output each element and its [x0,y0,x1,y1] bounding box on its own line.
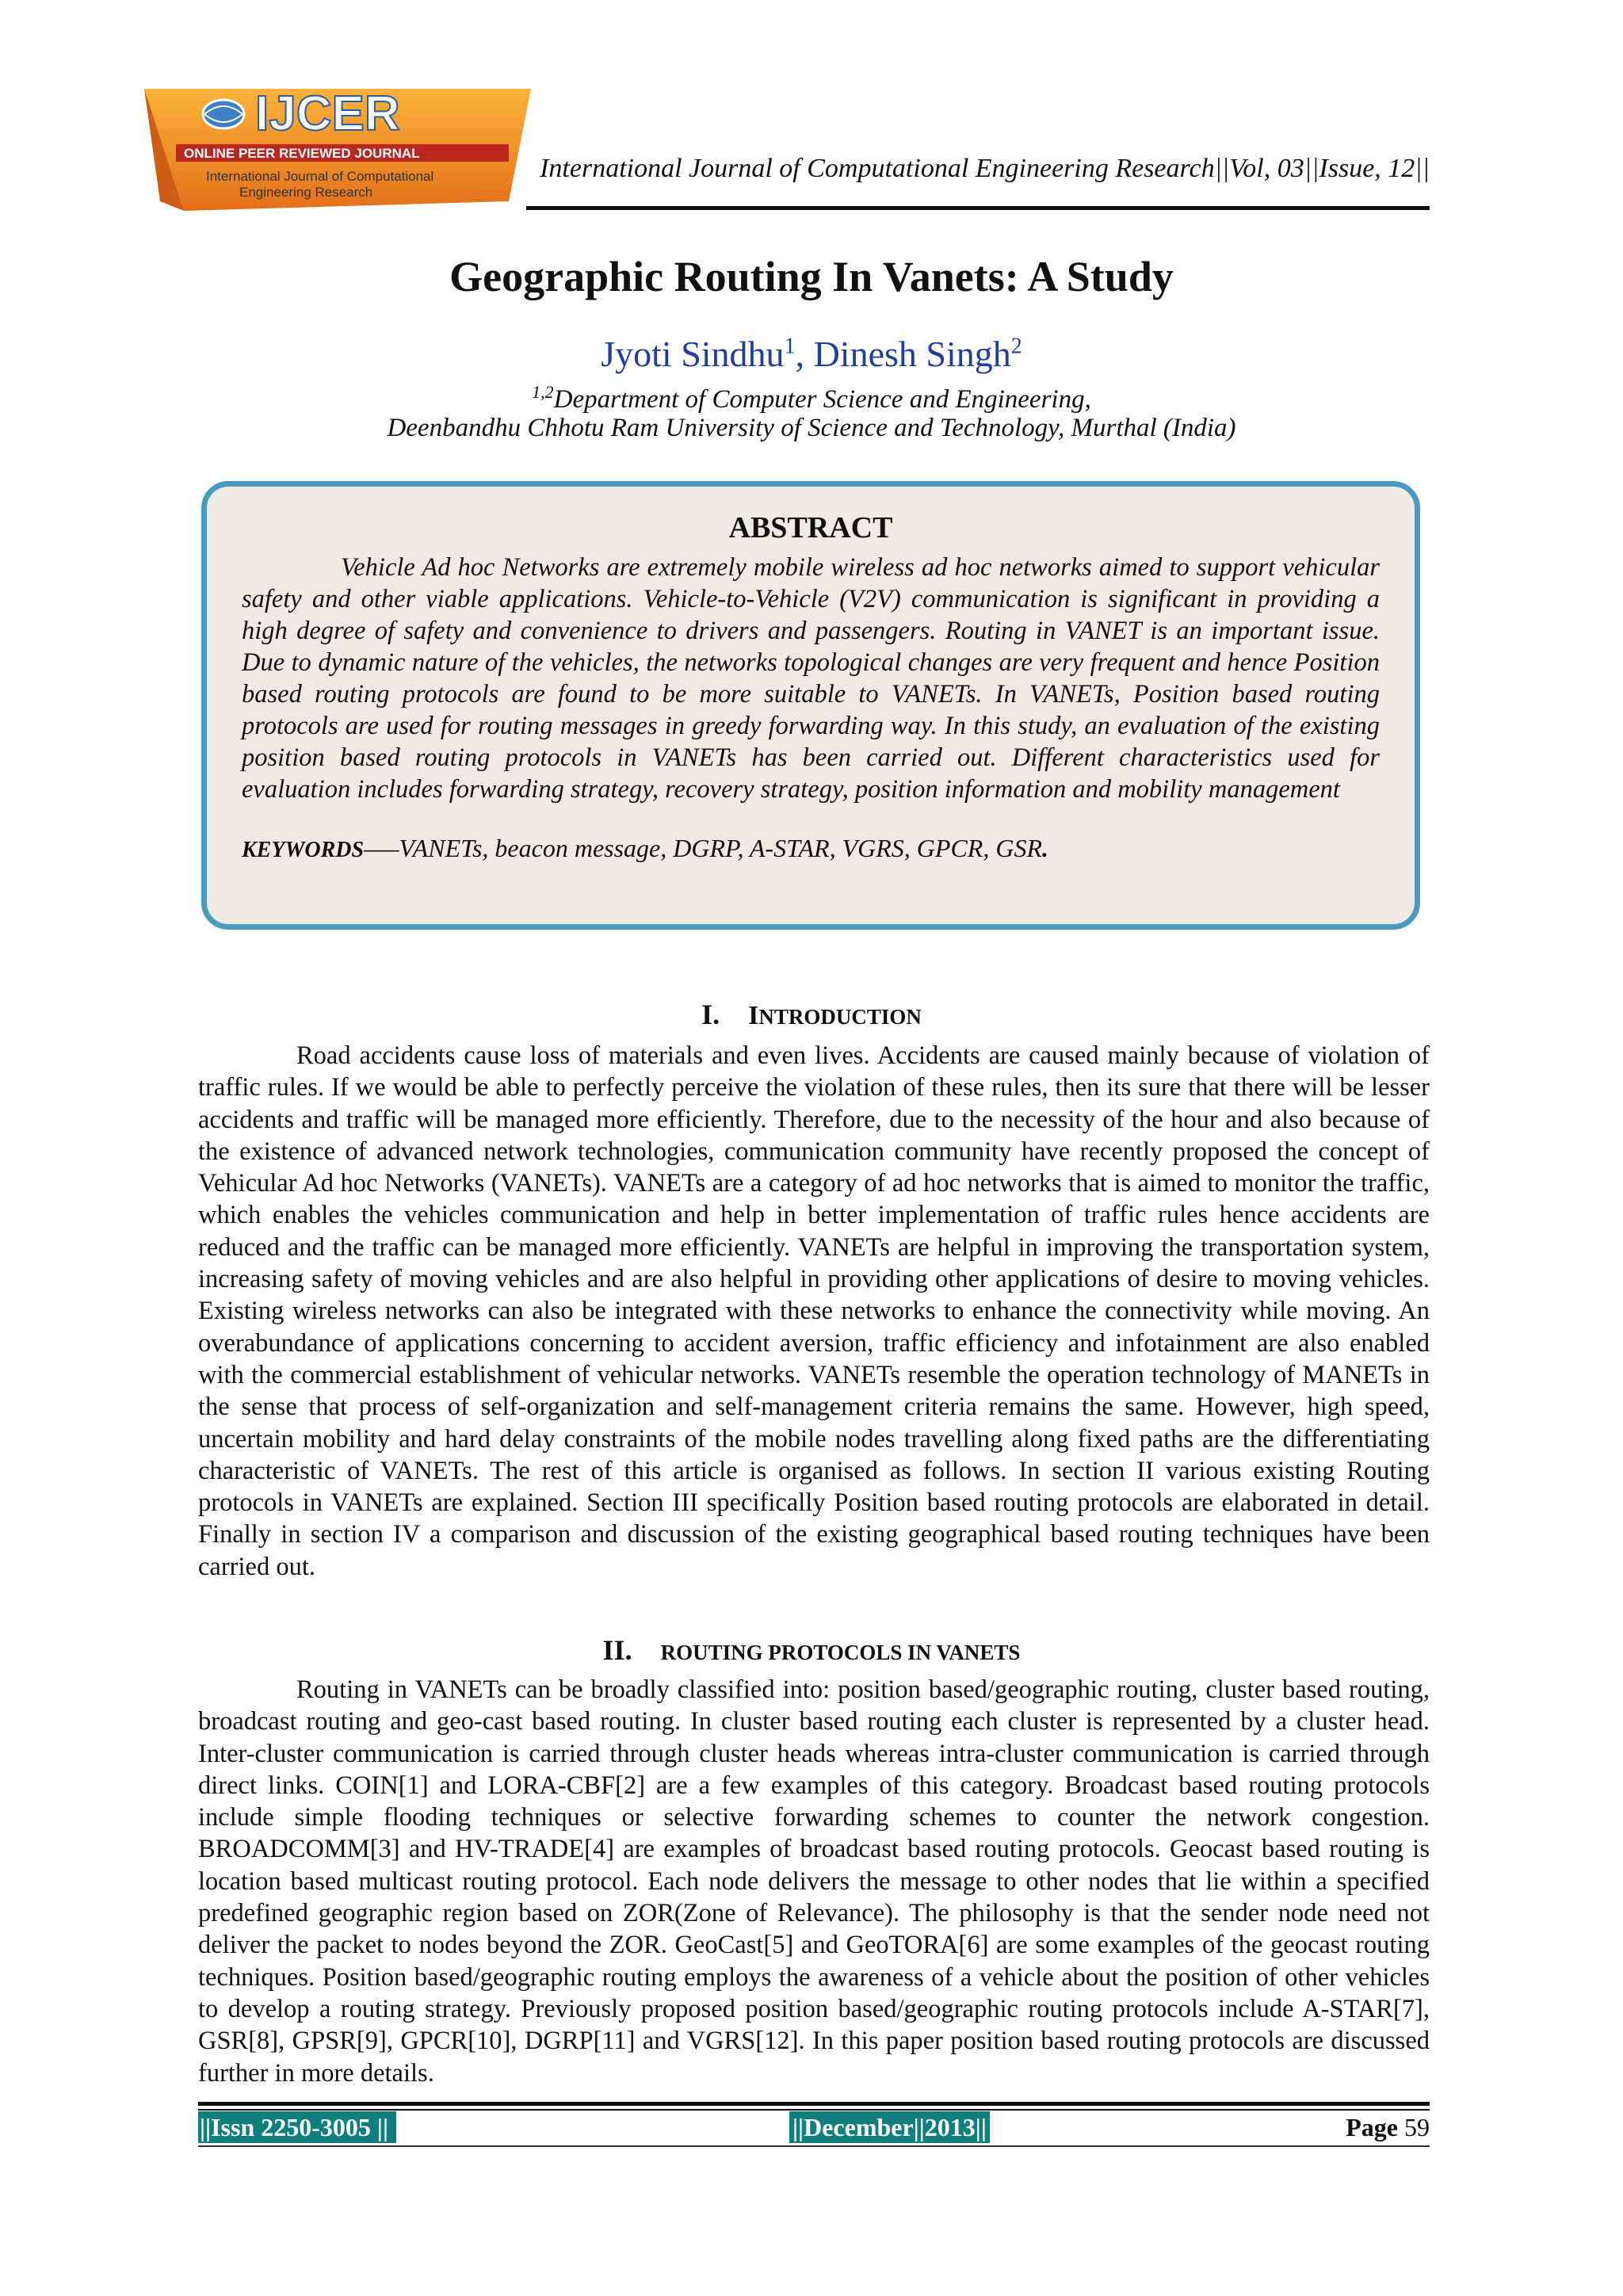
page-label: Page [1346,2113,1398,2141]
author-1-sup: 1 [784,334,796,359]
section-2-title: ROUTING PROTOCOLS IN VANETS [660,1641,1021,1664]
section-2-number: II. [602,1634,632,1666]
logo-brand: IJCER [255,86,400,141]
keywords [242,834,1380,863]
page-number: 59 [1404,2113,1430,2141]
keywords-dash: —– [364,834,399,862]
author-2: Dinesh Singh [813,334,1011,374]
affiliation-dept: Department of Computer Science and Engineering, [553,385,1091,414]
author-1: Jyoti Sindhu [601,334,785,374]
section-1-title-first: I [748,1001,759,1030]
keywords-end: . [1041,834,1048,862]
footer-underline [198,2145,1430,2147]
affiliation-line-2: Deenbandhu Chhotu Ram University of Science and Technology, Murthal (India) [387,414,1236,442]
section-2-body: Routing in VANETs can be broadly classified into: position based/geographic routing, cluster based routing, broadcast routing and geo-cast based routing. In cluster based routing each cluster is represented by a cluster head. Inter-cluster communication is carried through cluster heads whereas intra-cluster communication is carried through direct links. COIN[1] and LORA-CBF[2] are a few examples of this category. Broadcast based routing protocols include simple flooding techniques or selective forwarding schemes to counter the network congestion. BROADCOMM[3] and HV-TRADE[4] are examples of broadcast based routing protocols. Geocast based routing is location based multicast routing protocol. Each node delivers the message to other nodes that lie within a specified predefined geographic region based on ZOR(Zone of Relevance). The philosophy is that the sender node need not deliver the packet to nodes beyond the ZOR. GeoCast[5] and GeoTORA[6] are some examples of the geocast routing techniques. Position based/geographic routing employs the awareness of a vehicle about the position of other vehicles to develop a routing strategy. Previously proposed position based/geographic routing protocols include A-STAR[7], GSR[8], GPSR[9], GPCR[10], DGRP[11] and VGRS[12]. In this paper position based routing protocols are discussed further in more details. [198,1675,1430,2088]
abstract-box [201,481,1420,930]
ijcer-logo-graphic [136,82,533,217]
section-2-heading [0,1633,1623,1667]
affiliation-sup: 1,2 [532,382,554,402]
logo-line1: International Journal of Computational [206,169,434,184]
affiliation-line-1 [0,382,1623,415]
keywords-text: VANETs, beacon message, DGRP, A-STAR, VGRS, GPCR, GSR [399,834,1042,862]
section-1-number: I. [701,999,720,1030]
abstract-heading: ABSTRACT [728,511,893,544]
logo-tagline: ONLINE PEER REVIEWED JOURNAL [184,146,420,161]
keywords-label: KEYWORDS [242,838,365,862]
paper-title: Geographic Routing In Vanets: A Study [449,253,1174,300]
journal-header: International Journal of Computational Engineering Research||Vol, 03||Issue, 12|| [540,154,1430,183]
logo-line2: Engineering Research [239,185,373,200]
author-separator: , [795,334,814,374]
author-2-sup: 2 [1010,334,1022,359]
page-footer [198,2111,1430,2143]
footer-issn: ||Issn 2250-3005 || [198,2111,396,2143]
journal-logo [136,82,533,217]
footer-date: ||December||2013|| [789,2111,990,2143]
abstract-text: Vehicle Ad hoc Networks are extremely mobile wireless ad hoc networks aimed to support vehicular safety and other viable applications. Vehicle-to-Vehicle (V2V) communication is significant in providing a high degree of safety and convenience to drivers and passengers. Routing in VANET is an important issue. Due to dynamic nature of the vehicles, the networks topological changes are very frequent and hence Position based routing protocols are found to be more suitable to VANETs. In VANETs, Position based routing protocols are used for routing messages in greedy forwarding way. In this study, an evaluation of the existing position based routing protocols in VANETs has been carried out. Different characteristics used for evaluation includes forwarding strategy, recovery strategy, position information and mobility management [242,553,1380,804]
footer-rule-thin [198,2109,1430,2111]
section-1-body: Road accidents cause loss of materials and even lives. Accidents are caused mainly because of violation of traffic rules. If we would be able to perfectly perceive the violation of these rules, then its sure that there will be lesser accidents and traffic will be managed more efficiently. Therefore, due to the necessity of the hour and also because of the existence of advanced network technologies, communication community have recently proposed the concept of Vehicular Ad hoc Networks (VANETs). VANETs are a category of ad hoc networks that is aimed to monitor the traffic, which enables the vehicles communication and help in better implementation of traffic rules hence accidents are reduced and the traffic can be managed more efficiently. VANETs are helpful in improving the transportation system, increasing safety of moving vehicles and are also helpful in providing other applications of desire to moving vehicles. Existing wireless networks can also be integrated with these networks to enhance the connectivity while moving. An overabundance of applications concerning to accident aversion, traffic efficiency and infotainment are also enabled with the commercial establishment of vehicular networks. VANETs resemble the operation technology of MANETs in the sense that process of self-organization and self-management criteria remains the same. However, high speed, uncertain mobility and hard delay constraints of the mobile nodes travelling along fixed paths are the differentiating characteristic of VANETs. The rest of this article is organised as follows. In section II various existing Routing protocols in VANETs are explained. Section III specifically Position based routing protocols are elaborated in detail. Finally in section IV a comparison and discussion of the existing geographical based routing techniques have been carried out. [198,1041,1430,1581]
footer-page [1346,2111,1430,2143]
footer-rule-thick [198,2102,1430,2106]
section-1-title-rest: NTRODUCTION [758,1005,922,1029]
globe-icon [203,100,244,128]
header-rule [526,206,1430,210]
authors [0,333,1623,375]
section-1-heading [0,998,1623,1031]
